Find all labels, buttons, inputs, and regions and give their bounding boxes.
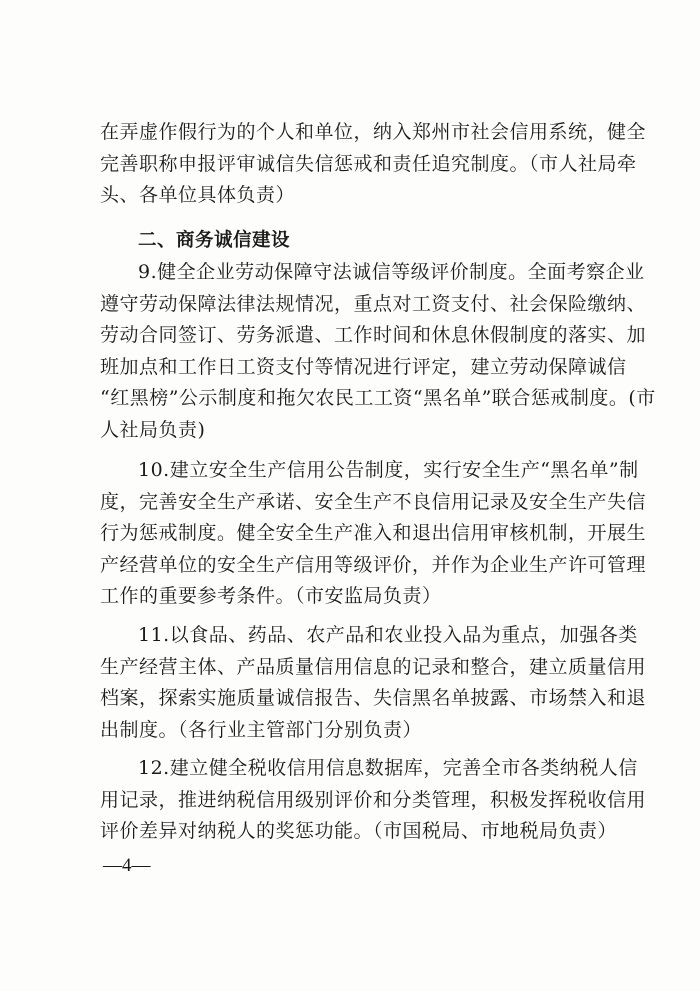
text-line: 档案，探索实施质量诚信报告、失信黑名单披露、市场禁入和退 <box>100 687 647 709</box>
text-line: 劳动合同签订、劳务派遣、工作时间和休息休假制度的落实、加 <box>100 324 647 346</box>
text-line: 工作的重要参考条件。（市安监局负责） <box>100 585 442 607</box>
intro-paragraph <box>100 117 647 212</box>
text-line: 10.建立安全生产信用公告制度，实行安全生产“黑名单”制 <box>138 459 639 481</box>
item-9-paragraph <box>100 257 656 446</box>
text-line: 完善职称申报评审诚信失信惩戒和责任追究制度。（市人社局牵 <box>100 152 637 175</box>
text-line: 在弄虚作假行为的个人和单位，纳入郑州市社会信用系统，健全 <box>100 121 647 143</box>
text-line: 评价差异对纳税人的奖惩功能。（市国税局、市地税局负责） <box>100 820 618 842</box>
text-line: 11.以食品、药品、农产品和农业投入品为重点，加强各类 <box>138 624 638 646</box>
text-line: 度，完善安全生产承诺、安全生产不良信用记录及安全生产失信 <box>100 490 647 513</box>
text-line: 遵守劳动保障法律法规情况，重点对工资支付、社会保险缴纳、 <box>100 292 647 315</box>
text-line: 12.建立健全税收信用信息数据库，完善全市各类纳税人信 <box>138 757 638 779</box>
section-heading: 二、商务诚信建设 <box>138 230 291 251</box>
text-line: 9.健全企业劳动保障守法诚信等级评价制度。全面考察企业 <box>138 261 645 283</box>
text-line: 行为惩戒制度。健全安全生产准入和退出信用审核机制，开展生 <box>100 522 647 544</box>
text-line: 人社局负责) <box>100 418 206 441</box>
item-12-paragraph <box>100 753 647 848</box>
text-line: “红黑榜”公示制度和拖欠农民工工资“黑名单”联合惩戒制度。(市 <box>100 387 656 409</box>
item-11-paragraph <box>100 620 647 746</box>
text-line: 用记录，推进纳税信用级别评价和分类管理，积极发挥税收信用 <box>100 788 647 811</box>
text-line: 产经营单位的安全生产信用等级评价，并作为企业生产许可管理 <box>100 553 647 576</box>
text-line: 班加点和工作日工资支付等情况进行评定，建立劳动保障诚信 <box>100 355 627 378</box>
item-10-paragraph <box>100 455 647 613</box>
text-line: 出制度。（各行业主管部门分别负责） <box>100 718 423 741</box>
text-line: 生产经营主体、产品质量信用信息的记录和整合，建立质量信用 <box>100 655 647 678</box>
section-heading-block <box>100 225 620 257</box>
text-line: 头、各单位具体负责） <box>100 184 296 206</box>
page-number: —4— <box>103 855 151 876</box>
